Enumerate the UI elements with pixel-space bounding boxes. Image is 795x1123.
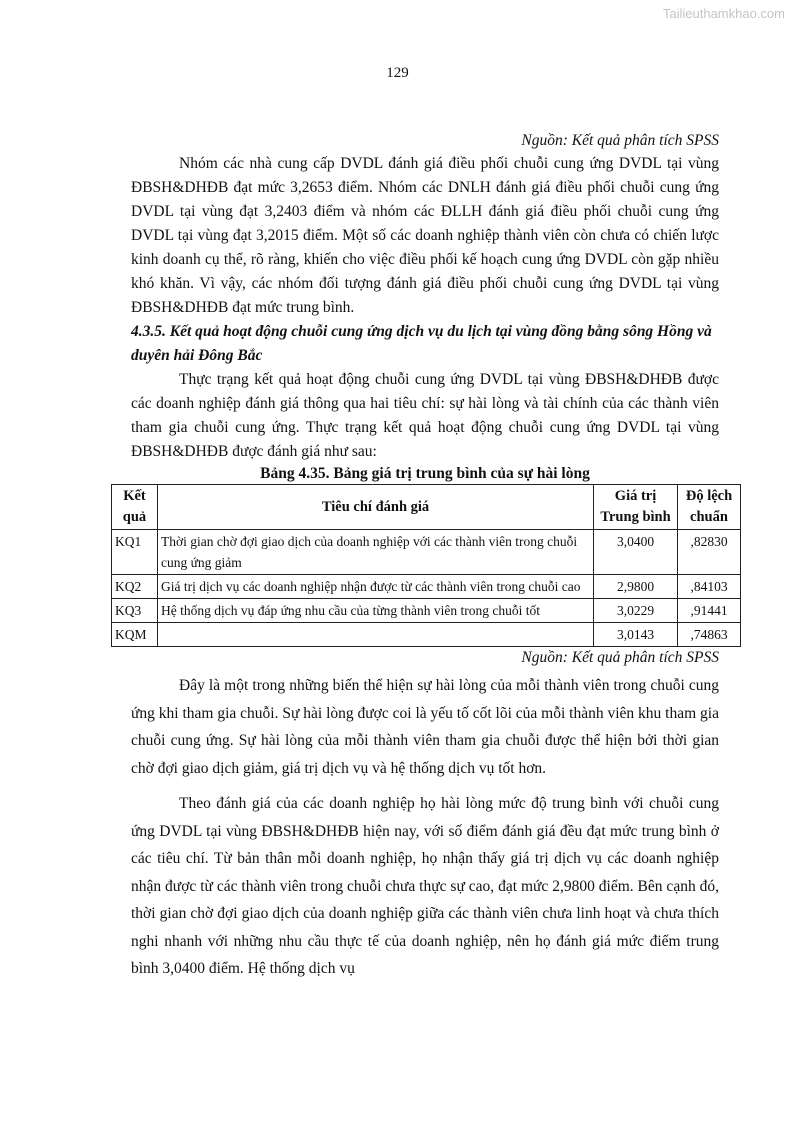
row-mean: 2,9800	[594, 575, 678, 599]
table-row	[112, 530, 741, 575]
table-row	[112, 575, 741, 599]
table-row	[112, 623, 741, 647]
page-content	[115, 130, 733, 983]
paragraph-satisfaction-assessment: Theo đánh giá của các doanh nghiệp họ hài lòng mức độ trung bình với chuỗi cung ứng DVDL tại vùng ĐBSH&DHĐB hiện nay, với số điểm đánh giá đều đạt mức trung bình ở các tiêu chí. Từ bản thân mỗi doanh nghiệp, họ nhận thấy giá trị dịch vụ các doanh nghiệp nhận được từ các thành viên trong chuỗi chưa thực sự cao, đạt mức 2,9800 điểm. Bên cạnh đó, thời gian chờ đợi giao dịch của doanh nghiệp giữa các thành viên chưa linh hoạt và chưa thích nghi nhanh với những nhu cầu thực tế của doanh nghiệp, nên họ đánh giá mức điểm trung bình 3,0400 điểm. Hệ thống dịch vụ	[131, 795, 719, 977]
header-std-dev: Độ lệch chuẩn	[678, 485, 741, 530]
row-code: KQ3	[112, 599, 158, 623]
row-mean: 3,0143	[594, 623, 678, 647]
header-mean: Giá trị Trung bình	[594, 485, 678, 530]
watermark: Tailieuthamkhao.com	[662, 6, 785, 21]
row-code: KQM	[112, 623, 158, 647]
paragraph-coordination-summary: Nhóm các nhà cung cấp DVDL đánh giá điều phối chuỗi cung ứng DVDL tại vùng ĐBSH&DHĐB đạt mức 3,2653 điểm. Nhóm các DNLH đánh giá điều phối chuỗi cung ứng DVDL tại vùng đạt 3,2403 điểm và nhóm các ĐLLH đánh giá điều phối chuỗi cung ứng DVDL tại vùng đạt 3,2015 điểm. Một số các doanh nghiệp thành viên còn chưa có chiến lược kinh doanh cụ thể, rõ ràng, khiến cho việc điều phối kế hoạch cung ứng DVDL còn gặp nhiều khó khăn. Vì vậy, các nhóm đối tượng đánh giá điều phối chuỗi cung ứng DVDL tại vùng ĐBSH&DHĐB đạt mức trung bình.	[131, 155, 719, 316]
row-code: KQ2	[112, 575, 158, 599]
row-criterion: Hệ thống dịch vụ đáp ứng nhu cầu của từng thành viên trong chuỗi tốt	[157, 599, 593, 623]
table-row	[112, 599, 741, 623]
row-std-dev: ,84103	[678, 575, 741, 599]
row-criterion: Thời gian chờ đợi giao dịch của doanh nghiệp với các thành viên trong chuỗi cung ứng giảm	[157, 530, 593, 575]
row-criterion: Giá trị dịch vụ các doanh nghiệp nhận được từ các thành viên trong chuỗi cao	[157, 575, 593, 599]
row-std-dev: ,74863	[678, 623, 741, 647]
row-mean: 3,0400	[594, 530, 678, 575]
satisfaction-table	[111, 484, 741, 647]
source-note-top: Nguồn: Kết quả phân tích SPSS	[521, 132, 719, 149]
source-note-bottom: Nguồn: Kết quả phân tích SPSS	[521, 649, 719, 666]
table-title: Bảng 4.35. Bảng giá trị trung bình của sự hài lòng	[260, 465, 590, 482]
table-header-row	[112, 485, 741, 530]
page-number: 129	[386, 65, 409, 81]
header-result: Kết quả	[112, 485, 158, 530]
paragraph-results-intro: Thực trạng kết quả hoạt động chuỗi cung ứng DVDL tại vùng ĐBSH&DHĐB được các doanh nghiệp đánh giá thông qua hai tiêu chí: sự hài lòng và tài chính của các thành viên tham gia chuỗi cung ứng. Thực trạng kết quả hoạt động chuỗi cung ứng DVDL tại vùng ĐBSH&DHĐB được đánh giá như sau:	[131, 371, 719, 460]
row-criterion	[157, 623, 593, 647]
row-std-dev: ,91441	[678, 599, 741, 623]
row-std-dev: ,82830	[678, 530, 741, 575]
header-criterion: Tiêu chí đánh giá	[157, 485, 593, 530]
paragraph-satisfaction-definition: Đây là một trong những biến thể hiện sự hài lòng của mỗi thành viên trong chuỗi cung ứng khi tham gia chuỗi. Sự hài lòng được coi là yếu tố cốt lõi của mỗi thành viên khu tham gia chuỗi cung ứng. Sự hài lòng của mỗi thành viên tham gia chuỗi được thể hiện bởi thời gian chờ đợi giao dịch giảm, giá trị dịch vụ và hệ thống dịch vụ tốt hơn.	[131, 677, 719, 777]
row-code: KQ1	[112, 530, 158, 575]
section-heading: 4.3.5. Kết quả hoạt động chuỗi cung ứng dịch vụ du lịch tại vùng đồng bằng sông Hồng và duyên hải Đông Bắc	[131, 323, 712, 364]
row-mean: 3,0229	[594, 599, 678, 623]
